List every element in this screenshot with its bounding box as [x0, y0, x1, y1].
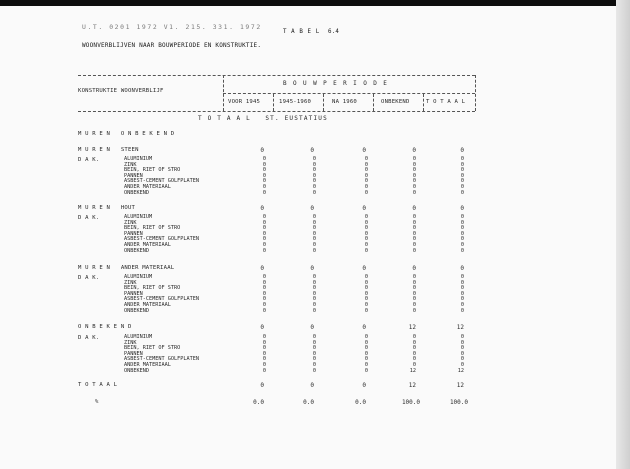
roof-label: D A K. [78, 215, 100, 221]
header-divider [223, 75, 224, 111]
cell: 0 [262, 178, 266, 185]
wall-label-onbekend: O N B E K E N D [78, 324, 132, 330]
roof-item: ZINK [124, 161, 137, 168]
total-cell: 0 [260, 382, 264, 389]
table-number: 6.4 [328, 29, 340, 35]
cell: 0 [364, 301, 368, 308]
cell: 0 [310, 147, 314, 154]
group-header: B O U W P E R I O D E [283, 80, 389, 87]
cell: 0 [412, 285, 416, 292]
cell: 0 [364, 356, 368, 363]
cell: 0 [412, 183, 416, 190]
cell: 0 [460, 230, 464, 237]
cell: 0 [412, 307, 416, 314]
cell: 0 [262, 307, 266, 314]
cell: 0 [364, 307, 368, 314]
col-header-2: NA 1960 [332, 99, 357, 105]
roof-values-col-2 [360, 215, 368, 254]
cell: 0 [412, 279, 416, 286]
cell: 0 [262, 345, 266, 352]
roof-item: ASBEST-CEMENT GOLFPLATEN [124, 236, 199, 243]
cell: 0 [364, 350, 368, 357]
cell: 0 [460, 279, 464, 286]
cell: 0 [412, 178, 416, 185]
cell: 0 [412, 172, 416, 179]
cell: 0 [312, 247, 316, 254]
cell: 0 [262, 167, 266, 174]
cell: 0 [460, 172, 464, 179]
cell: 0 [460, 241, 464, 248]
cell: 0 [460, 189, 464, 196]
roof-item: BEIN, RIET OF STRO [124, 285, 181, 292]
col-header-0: VOOR 1945 [228, 99, 261, 105]
roof-item: ASBEST-CEMENT GOLFPLATEN [124, 296, 199, 303]
cell: 0 [364, 230, 368, 237]
roof-item: BEIN, RIET OF STRO [124, 345, 181, 352]
cell: 0 [262, 301, 266, 308]
roof-item: PANNEN [124, 350, 143, 357]
roof-values-col-3 [408, 275, 416, 314]
cell: 0 [364, 274, 368, 280]
roof-item: ONBEKEND [124, 367, 149, 374]
roof-values-col-1 [308, 215, 316, 254]
cell: 0 [312, 307, 316, 314]
cell: 0 [412, 361, 416, 368]
cell: 0 [412, 214, 416, 220]
cell: 0 [312, 230, 316, 237]
cell: 0 [262, 296, 266, 303]
roof-values-col-1 [308, 275, 316, 314]
percent-label: % [95, 399, 99, 405]
cell: 0 [412, 167, 416, 174]
roof-values-col-0 [258, 335, 266, 374]
roof-item: ANDER MATERIAAL [124, 183, 171, 190]
roof-items-list [124, 275, 199, 314]
roof-item: PANNEN [124, 172, 143, 179]
cell: 0 [460, 274, 464, 280]
roof-item: ANDER MATERIAAL [124, 301, 171, 308]
cell: 0 [312, 225, 316, 232]
cell: 0 [312, 219, 316, 226]
cell: 0 [262, 172, 266, 179]
cell: 0 [412, 189, 416, 196]
cell: 12 [456, 324, 464, 331]
cell: 0 [412, 230, 416, 237]
roof-items-list [124, 335, 199, 374]
roof-item: ONBEKEND [124, 307, 149, 314]
cell: 0 [364, 156, 368, 162]
cell: 0 [364, 183, 368, 190]
cell: 0 [262, 285, 266, 292]
cell: 0 [364, 167, 368, 174]
cell: 0 [460, 247, 464, 254]
roof-label: D A K. [78, 275, 100, 281]
roof-item: ANDER MATERIAAL [124, 361, 171, 368]
cell: 0 [412, 161, 416, 168]
cell: 0 [262, 334, 266, 340]
col-header-4: T O T A A L [426, 99, 466, 105]
page-title: WOONVERBLIJVEN NAAR BOUWPERIODE EN KONSTRUKTIE. [82, 42, 262, 49]
cell: 0 [460, 350, 464, 357]
col-divider-1 [273, 94, 274, 111]
cell: 0 [260, 205, 264, 212]
roof-item: ASBEST-CEMENT GOLFPLATEN [124, 356, 199, 363]
cell: 0 [262, 367, 266, 374]
roof-values-col-1 [308, 157, 316, 196]
col-divider-2 [323, 94, 324, 111]
cell: 0 [262, 214, 266, 220]
cell: 0 [460, 219, 464, 226]
cell: 0 [412, 290, 416, 297]
cell: 0 [262, 350, 266, 357]
cell: 0 [412, 301, 416, 308]
cell: 0 [260, 265, 264, 272]
cell: 0 [364, 279, 368, 286]
cell: 0 [412, 156, 416, 162]
cell: 0 [262, 161, 266, 168]
roof-label: D A K. [78, 157, 100, 163]
roof-item: PANNEN [124, 230, 143, 237]
cell: 0 [364, 189, 368, 196]
cell: 0 [262, 241, 266, 248]
cell: 0 [412, 350, 416, 357]
roof-values-col-3 [408, 215, 416, 254]
cell: 0 [460, 225, 464, 232]
cell: 0 [312, 367, 316, 374]
cell: 0 [262, 274, 266, 280]
cell: 0 [412, 339, 416, 346]
cell: 0 [260, 324, 264, 331]
cell: 0 [460, 301, 464, 308]
cell: 0 [260, 147, 264, 154]
cell: 0 [412, 247, 416, 254]
roof-item: ALUMINIUM [124, 156, 153, 162]
cell: 0 [460, 178, 464, 185]
roof-item: ANDER MATERIAAL [124, 241, 171, 248]
cell: 0 [364, 225, 368, 232]
cell: 0 [362, 324, 366, 331]
cell: 0 [412, 265, 416, 272]
table-top-rule [78, 75, 475, 76]
cell: 0 [262, 219, 266, 226]
scan-right-edge [616, 0, 630, 469]
cell: 0 [312, 172, 316, 179]
table-label: T A B E L [283, 29, 320, 35]
percent-cell: 100.0 [401, 399, 420, 406]
cell: 0 [460, 167, 464, 174]
cell: 0 [412, 241, 416, 248]
cell: 0 [364, 345, 368, 352]
cell: 0 [310, 265, 314, 272]
roof-values-col-4 [456, 215, 464, 254]
cell: 0 [460, 356, 464, 363]
cell: 0 [312, 178, 316, 185]
cell: 0 [312, 161, 316, 168]
cell: 0 [364, 241, 368, 248]
col-header-3: ONBEKEND [381, 99, 410, 105]
cell: 0 [362, 147, 366, 154]
cell: 0 [312, 350, 316, 357]
cell: 0 [262, 183, 266, 190]
cell: 0 [460, 361, 464, 368]
cell: 0 [312, 339, 316, 346]
cell: 0 [460, 214, 464, 220]
cell: 0 [460, 345, 464, 352]
total-cell: 12 [456, 382, 464, 389]
cell: 0 [460, 265, 464, 272]
cell: 0 [312, 301, 316, 308]
roof-values-col-4 [450, 335, 464, 374]
cell: 0 [262, 361, 266, 368]
roof-values-col-0 [258, 215, 266, 254]
roof-item: ALUMINIUM [124, 274, 153, 280]
cell: 0 [364, 178, 368, 185]
roof-label: D A K. [78, 335, 100, 341]
cell: 0 [412, 236, 416, 243]
roof-item: ALUMINIUM [124, 334, 153, 340]
cell: 0 [312, 279, 316, 286]
total-cell: 0 [310, 382, 314, 389]
cell: 0 [312, 356, 316, 363]
section-title: T O T A A L ST. EUSTATIUS [198, 115, 328, 122]
cell: 0 [312, 274, 316, 280]
cell: 0 [460, 334, 464, 340]
cell: 0 [460, 161, 464, 168]
roof-values-col-0 [258, 157, 266, 196]
roof-items-list [124, 157, 199, 196]
cell: 0 [460, 156, 464, 162]
col-divider-4 [423, 94, 424, 111]
roof-item: PANNEN [124, 290, 143, 297]
cell: 12 [457, 367, 464, 374]
roof-values-col-0 [258, 275, 266, 314]
cell: 0 [310, 205, 314, 212]
roof-values-col-2 [360, 275, 368, 314]
percent-cell: 0.0 [253, 399, 264, 406]
cell: 0 [460, 339, 464, 346]
cell: 0 [364, 367, 368, 374]
cell: 0 [364, 290, 368, 297]
cell: 0 [460, 290, 464, 297]
roof-item: BEIN, RIET OF STRO [124, 167, 181, 174]
cell: 0 [312, 183, 316, 190]
document-code: U.T. 0201 1972 V1. 215. 331. 1972 [82, 23, 262, 31]
cell: 0 [460, 285, 464, 292]
roof-values-col-2 [360, 157, 368, 196]
cell: 0 [460, 147, 464, 154]
cell: 0 [412, 356, 416, 363]
cell: 0 [364, 214, 368, 220]
cell: 0 [262, 189, 266, 196]
scan-top-edge [0, 0, 630, 6]
row-header: KONSTRUKTIE WOONVERBLIJF [78, 88, 164, 94]
roof-item: ASBEST-CEMENT GOLFPLATEN [124, 178, 199, 185]
header-right-edge [475, 75, 476, 111]
cell: 0 [412, 205, 416, 212]
cell: 0 [262, 236, 266, 243]
cell: 0 [412, 225, 416, 232]
roof-values-col-3 [402, 335, 416, 374]
cell: 0 [312, 241, 316, 248]
roof-item: ALUMINIUM [124, 214, 153, 220]
col-divider-3 [373, 94, 374, 111]
cell: 12 [408, 324, 416, 331]
cell: 0 [364, 161, 368, 168]
cell: 0 [312, 167, 316, 174]
cell: 0 [364, 285, 368, 292]
cell: 0 [362, 265, 366, 272]
cell: 0 [460, 205, 464, 212]
cell: 0 [262, 290, 266, 297]
cell: 0 [460, 307, 464, 314]
cell: 0 [412, 147, 416, 154]
cell: 0 [364, 296, 368, 303]
cell: 0 [364, 247, 368, 254]
percent-cell: 0.0 [303, 399, 314, 406]
cell: 0 [364, 236, 368, 243]
percent-cell: 100.0 [449, 399, 468, 406]
cell: 0 [362, 205, 366, 212]
cell: 0 [312, 189, 316, 196]
cell: 0 [312, 156, 316, 162]
roof-item: ZINK [124, 219, 137, 226]
roof-values-col-1 [308, 335, 316, 374]
wall-label-steen: M U R E N STEEN [78, 147, 139, 153]
cell: 0 [412, 219, 416, 226]
table-header-rule [78, 111, 475, 112]
total-cell: 0 [362, 382, 366, 389]
wall-label-hout: M U R E N HOUT [78, 205, 136, 211]
cell: 0 [312, 334, 316, 340]
roof-item: BEIN, RIET OF STRO [124, 225, 181, 232]
roof-item: ZINK [124, 339, 137, 346]
cell: 0 [312, 296, 316, 303]
cell: 0 [312, 236, 316, 243]
cell: 0 [460, 183, 464, 190]
cell: 0 [262, 356, 266, 363]
cell: 0 [364, 334, 368, 340]
roof-values-col-4 [456, 275, 464, 314]
cell: 0 [412, 274, 416, 280]
total-label: T O T A A L [78, 382, 118, 388]
subsection-title: M U R E N O N B E K E N D [78, 131, 175, 137]
roof-values-col-2 [360, 335, 368, 374]
total-cell: 12 [408, 382, 416, 389]
cell: 0 [364, 339, 368, 346]
group-rule [223, 93, 475, 94]
cell: 0 [262, 230, 266, 237]
roof-item: ZINK [124, 279, 137, 286]
cell: 0 [262, 339, 266, 346]
cell: 0 [460, 296, 464, 303]
cell: 0 [262, 156, 266, 162]
cell: 0 [364, 361, 368, 368]
cell: 0 [312, 345, 316, 352]
roof-values-col-3 [408, 157, 416, 196]
cell: 0 [412, 296, 416, 303]
col-header-1: 1945-1960 [279, 99, 312, 105]
cell: 0 [312, 290, 316, 297]
cell: 0 [310, 324, 314, 331]
roof-item: ONBEKEND [124, 247, 149, 254]
roof-item: ONBEKEND [124, 189, 149, 196]
cell: 0 [262, 279, 266, 286]
cell: 0 [312, 285, 316, 292]
cell: 0 [262, 247, 266, 254]
cell: 12 [409, 367, 416, 374]
percent-cell: 0.0 [355, 399, 366, 406]
cell: 0 [312, 361, 316, 368]
roof-values-col-4 [456, 157, 464, 196]
wall-label-ander-materiaal: M U R E N ANDER MATERIAAL [78, 265, 175, 271]
cell: 0 [364, 172, 368, 179]
cell: 0 [412, 334, 416, 340]
cell: 0 [364, 219, 368, 226]
cell: 0 [460, 236, 464, 243]
cell: 0 [312, 214, 316, 220]
roof-items-list [124, 215, 199, 254]
cell: 0 [262, 225, 266, 232]
cell: 0 [412, 345, 416, 352]
